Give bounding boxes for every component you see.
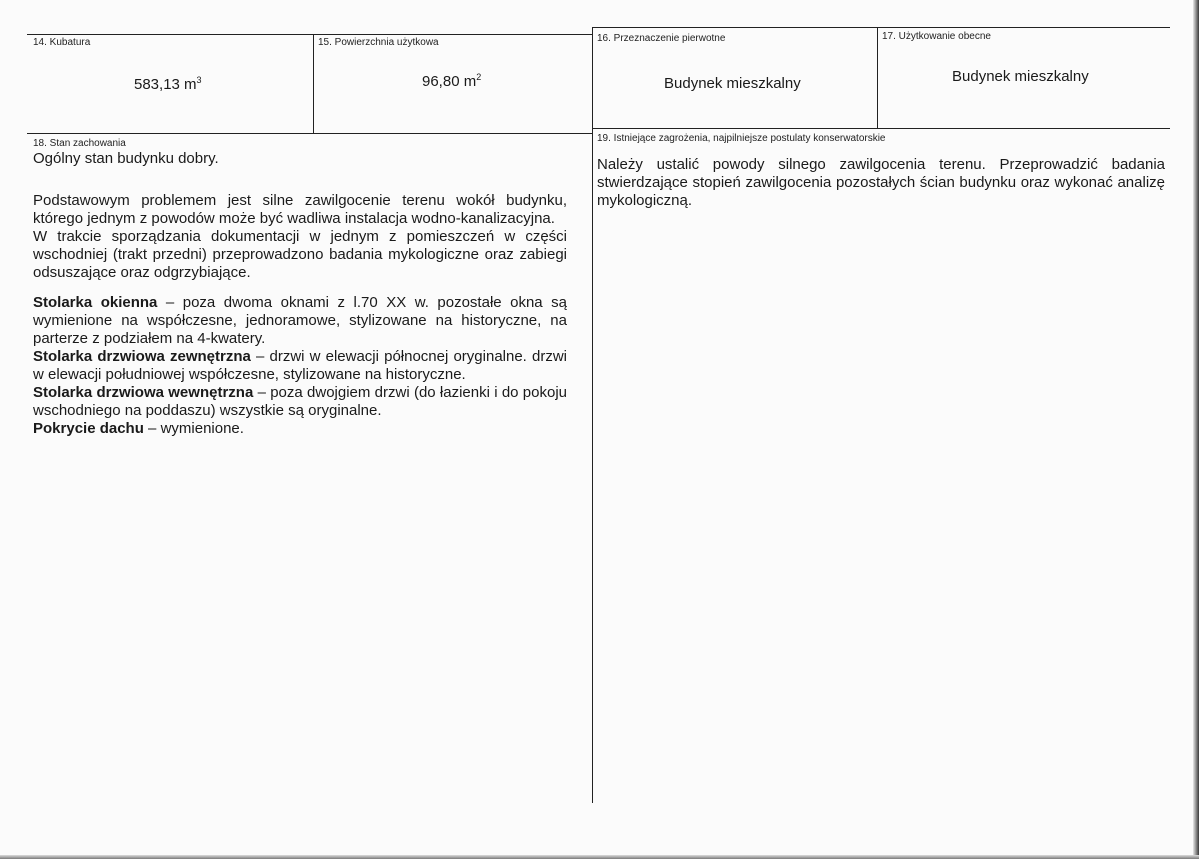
stan-paragraph-1: Podstawowym problemem jest silne zawilgocenie terenu wokół budynku, którego jednym z powodów może być wadliwa instalacja wodno-kanalizacyjna. — [33, 192, 567, 227]
stolarka-okienna-head: Stolarka okienna — [33, 294, 158, 311]
stolarka-zewnetrzna — [33, 348, 567, 384]
stolarka-zewnetrzna-text: – drzwi w elewacji północnej oryginalne. drzwi w elewacji południowej współczesne, stylizowane na historyczne. — [33, 348, 567, 383]
top-border-right — [592, 27, 1170, 28]
pokrycie-dachu-head: Pokrycie dachu — [33, 420, 144, 437]
pokrycie-dachu-text: – wymienione. — [143, 420, 244, 437]
powierzchnia-number: 96,80 m — [422, 73, 477, 90]
stolarka-wewnetrzna — [33, 384, 567, 420]
row-divider-right — [592, 128, 1170, 129]
stolarka-wewnetrzna-text: – poza dwojgiem drzwi (do łazienki i do pokoju wschodniego na poddaszu) wszystkie są oryginalne. — [33, 384, 567, 419]
row-divider-left — [27, 133, 592, 134]
przeznaczenie-value: Budynek mieszkalny — [664, 75, 801, 92]
stolarka-wewnetrzna-head: Stolarka drzwiowa wewnętrzna — [33, 384, 254, 401]
scan-edge-bottom — [0, 855, 1199, 859]
stan-line1: Ogólny stan budynku dobry. — [33, 150, 219, 167]
stan-label: 18. Stan zachowania — [33, 138, 126, 149]
uzytkowanie-label: 17. Użytkowanie obecne — [882, 31, 991, 42]
spacer — [33, 282, 567, 294]
powierzchnia-unit-exponent: 2 — [476, 72, 482, 82]
stan-text — [33, 150, 567, 438]
kubatura-number: 583,13 m — [134, 76, 197, 93]
stolarka-okienna-text: – poza dwoma oknami z l.70 XX w. pozostałe okna są wymienione na współczesne, jednoramowe, stylizowane na historyczne, na parterze z podziałem na 4-kwatery. — [33, 294, 567, 347]
col-divider-17 — [877, 27, 878, 128]
kubatura-label: 14. Kubatura — [33, 37, 91, 48]
col-divider-15 — [313, 34, 314, 133]
spacer — [33, 168, 567, 186]
stolarka-okienna — [33, 294, 567, 348]
kubatura-value — [134, 76, 202, 94]
scan-edge-right — [1193, 0, 1199, 859]
stolarka-zewnetrzna-head: Stolarka drzwiowa zewnętrzna — [33, 348, 251, 365]
powierzchnia-label: 15. Powierzchnia użytkowa — [318, 37, 439, 48]
zagrozenia-text: Należy ustalić powody silnego zawilgocenia terenu. Przeprowadzić badania stwierdzające stopień zawilgocenia pozostałych ścian budynku oraz wykonać analizę mykologiczną. — [597, 156, 1165, 209]
pokrycie-dachu — [33, 420, 567, 438]
przeznaczenie-label: 16. Przeznaczenie pierwotne — [597, 33, 726, 44]
top-border-left — [27, 34, 592, 35]
uzytkowanie-value: Budynek mieszkalny — [952, 68, 1089, 85]
powierzchnia-value — [422, 73, 481, 91]
stan-paragraph-2: W trakcie sporządzania dokumentacji w jednym z pomieszczeń w części wschodniej (trakt przedni) przeprowadzono badania mykologiczne oraz zabiegi odsuszające oraz odgrzybiające. — [33, 228, 567, 281]
zagrozenia-label: 19. Istniejące zagrożenia, najpilniejsze postulaty konserwatorskie — [597, 133, 886, 144]
col-divider-16 — [592, 27, 593, 803]
kubatura-unit-exponent: 3 — [196, 75, 202, 85]
